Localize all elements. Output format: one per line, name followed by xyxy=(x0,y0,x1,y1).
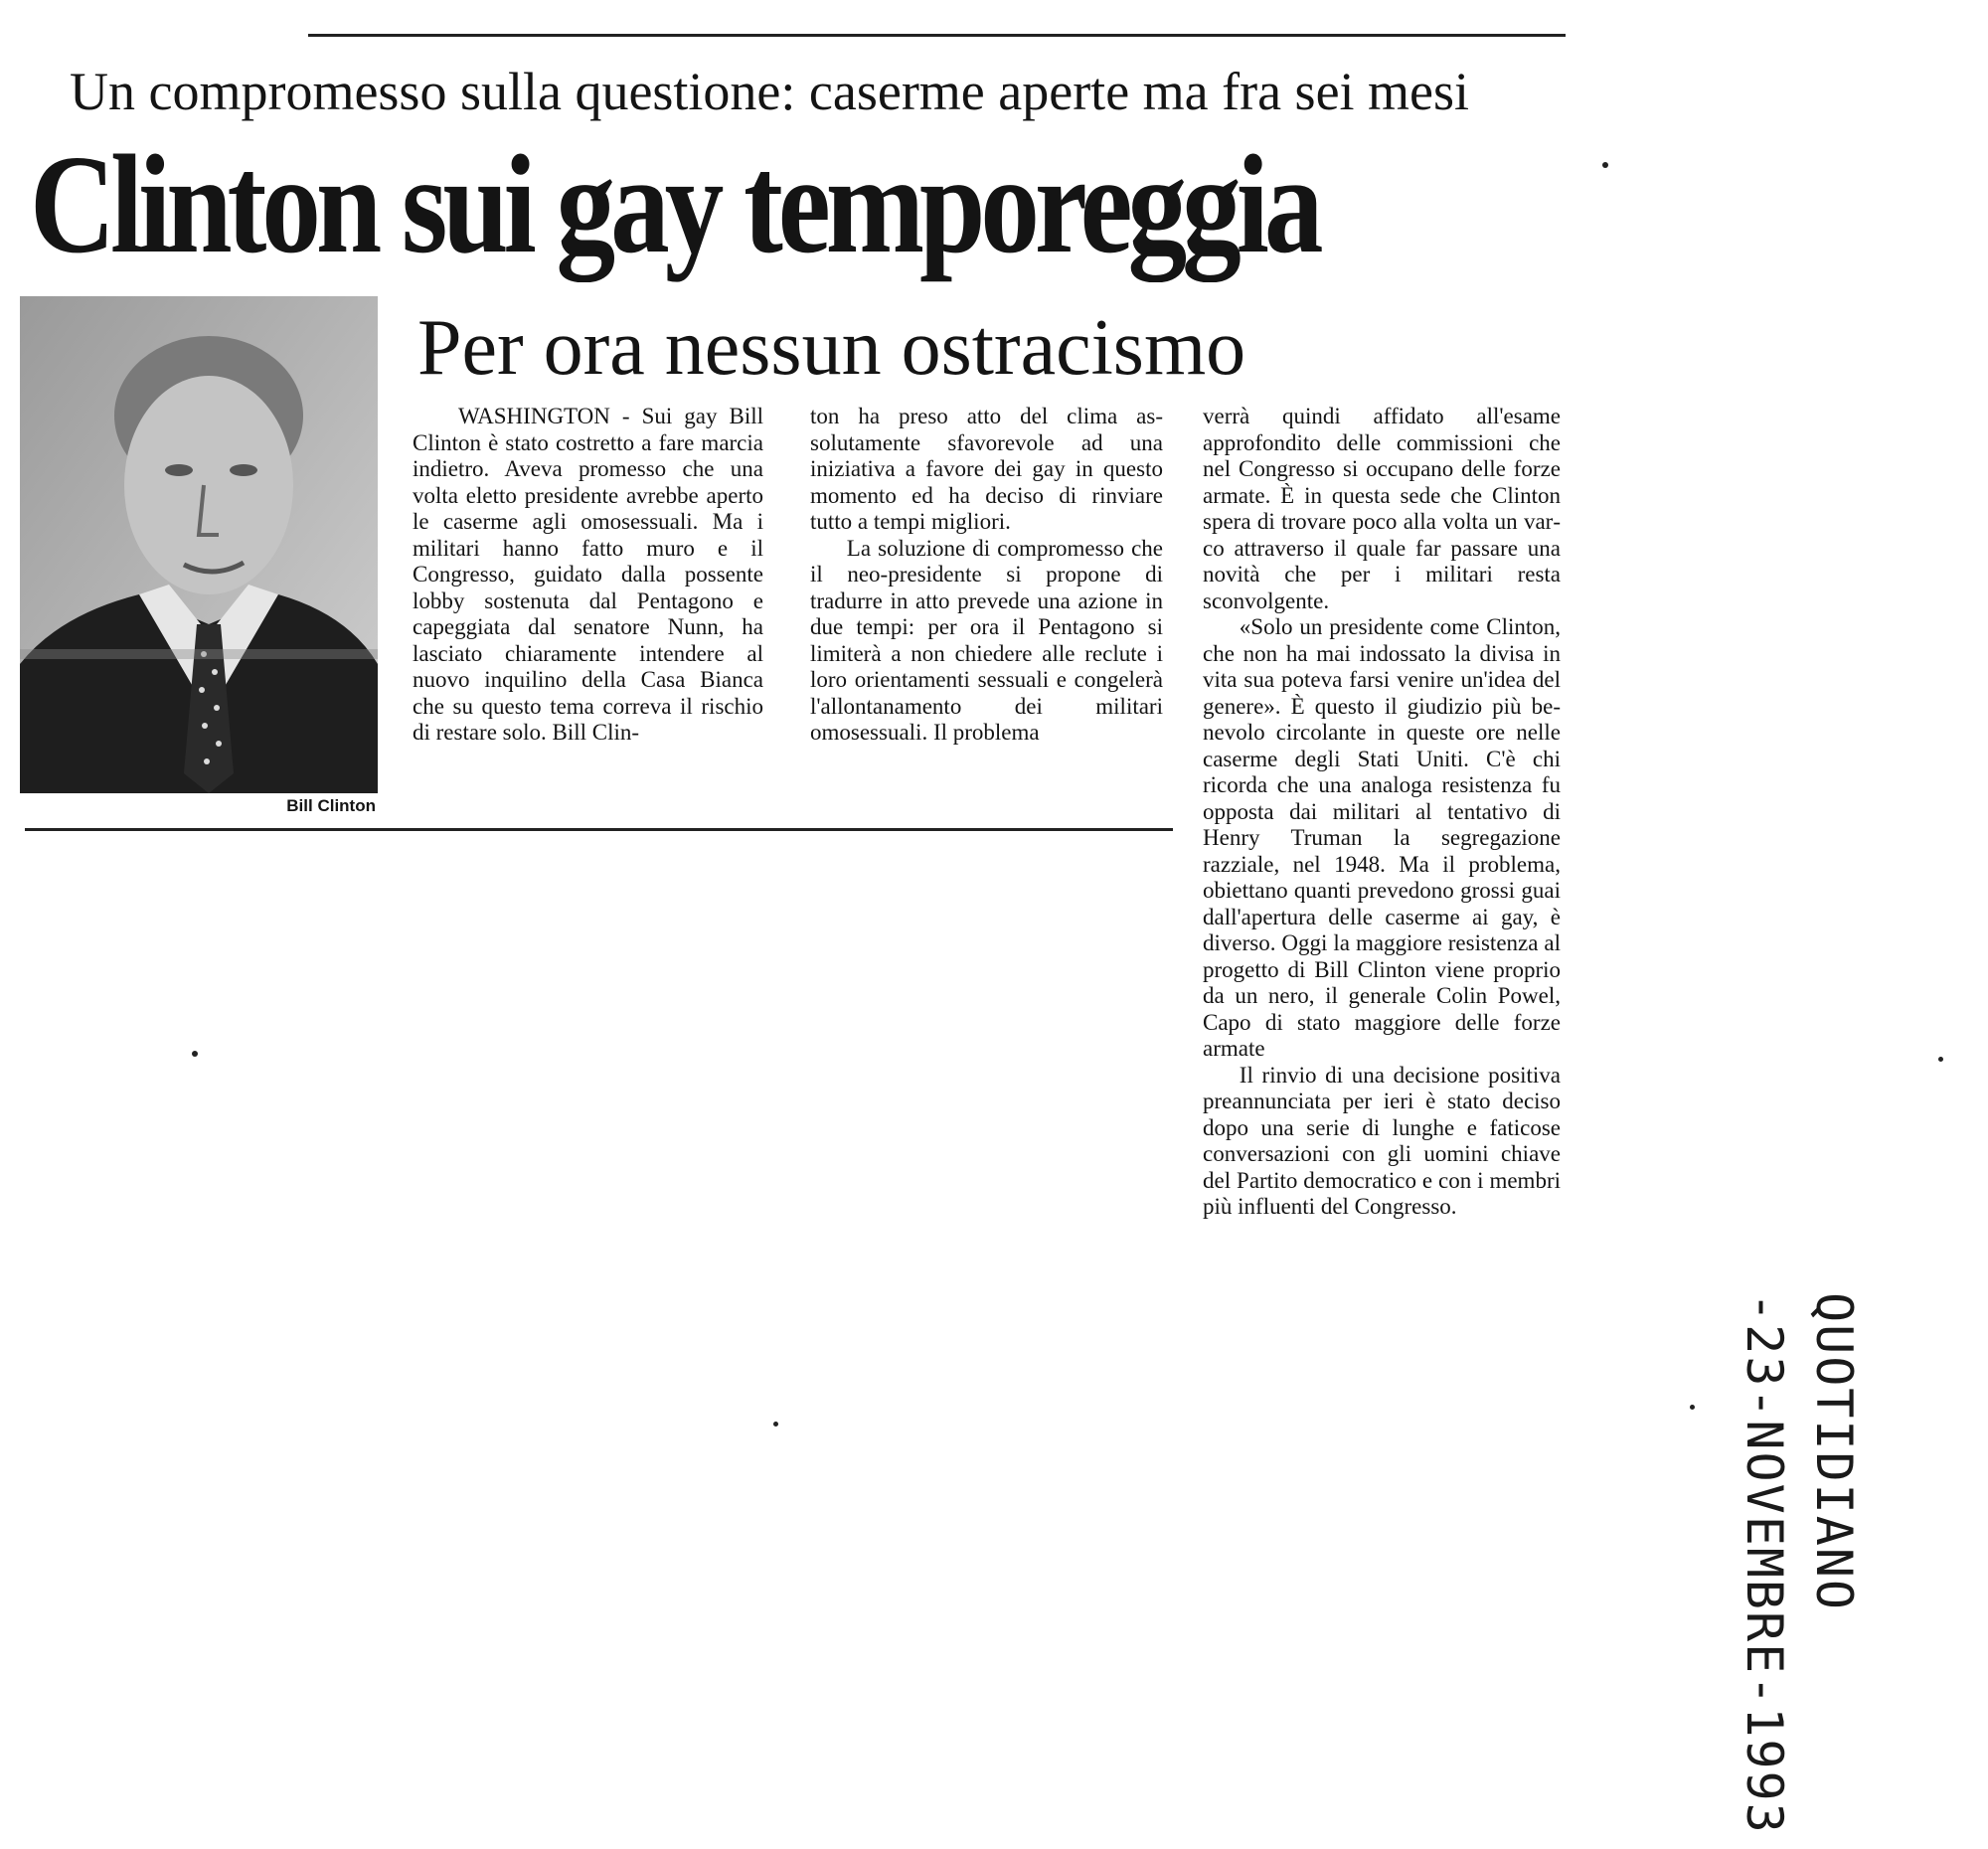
article-column-3 xyxy=(1203,404,1561,1221)
scan-speck xyxy=(1602,162,1608,168)
top-rule xyxy=(308,34,1566,37)
article-column-2 xyxy=(810,404,1163,747)
subheadline: Per ora nessun ostracismo xyxy=(417,304,1246,392)
main-headline: Clinton sui gay temporeggia xyxy=(30,125,1319,282)
scan-speck xyxy=(773,1422,778,1427)
paragraph: La soluzione di compromesso che il neo-presidente si propone di tradurre in atto prevede una azione in due tempi: per ora il Pentagono si limiterà a non chiedere alle reclute i loro orientamenti sessuali e congelerà l'allontanamento dei militari omosessuali. Il problema xyxy=(810,535,1163,745)
handwritten-annotation xyxy=(1736,1292,1869,1849)
paragraph: verrà quindi affidato all'esame approfondito delle commissioni che nel Congresso si occupano delle forze armate. È in questa sede che Clinton spera di trovare poco alla volta un varco attraverso il quale far passare una novità che per i militari resta sconvolgente. xyxy=(1203,404,1561,613)
paragraph: WASHINGTON - Sui gay Bill Clinton è stato costretto a fare marcia indietro. Aveva promesso che una volta eletto presidente avrebbe aperto le caserme agli omosessuali. Ma i militari hanno fatto muro e il Congresso, guidato dalla possente lobby sostenuta dal Pentagono e capeggiata dal senatore Nunn, ha lasciato chiaramente intendere al nuovo inquilino della Casa Bianca che su questo tema correva il rischio di restare solo. Bill Clin- xyxy=(413,404,763,745)
bottom-rule xyxy=(25,828,1173,831)
annotation-source: QUOTIDIANO xyxy=(1805,1292,1863,1612)
paragraph: Il rinvio di una decisione positiva preannunciata per ieri è stato deciso dopo una serie di lunghe e faticose conversazioni con gli uomini chiave del Partito democratico e con i membri più influenti del Congresso. xyxy=(1203,1062,1561,1219)
photo-caption: Bill Clinton xyxy=(286,796,376,815)
paragraph: ton ha preso atto del clima assolutamente sfavorevole ad una iniziativa a favore dei gay in questo momento ed ha deciso di rinviare tutto a tempi migliori. xyxy=(810,404,1163,534)
scan-speck xyxy=(1690,1405,1695,1410)
annotation-date: -23-NOVEMBRE-1993 xyxy=(1736,1292,1793,1835)
article-photo xyxy=(20,296,378,793)
portrait-image xyxy=(20,296,378,793)
kicker-headline: Un compromesso sulla questione: caserme aperte ma fra sei mesi xyxy=(70,62,1470,121)
scan-speck xyxy=(192,1051,198,1057)
scan-speck xyxy=(1938,1057,1943,1062)
paragraph: «Solo un presidente come Clinton, che non ha mai indossato la divisa in vita sua poteva farsi venire un'idea del genere». È questo il giudizio più benevolo circolante in queste ore nelle caserme degli Stati Uniti. C'è chi ricorda che una analoga resistenza fu opposta dai militari al tentativo di Henry Truman la segregazione razziale, nel 1948. Ma il problema, obiettano quanti prevedono grossi guai dall'apertura delle caserme ai gay, è diverso. Oggi la maggiore resistenza al progetto di Bill Clinton viene proprio da un nero, il generale Colin Powel, Capo di stato maggiore delle forze armate xyxy=(1203,614,1561,1061)
article-column-1 xyxy=(413,404,763,747)
